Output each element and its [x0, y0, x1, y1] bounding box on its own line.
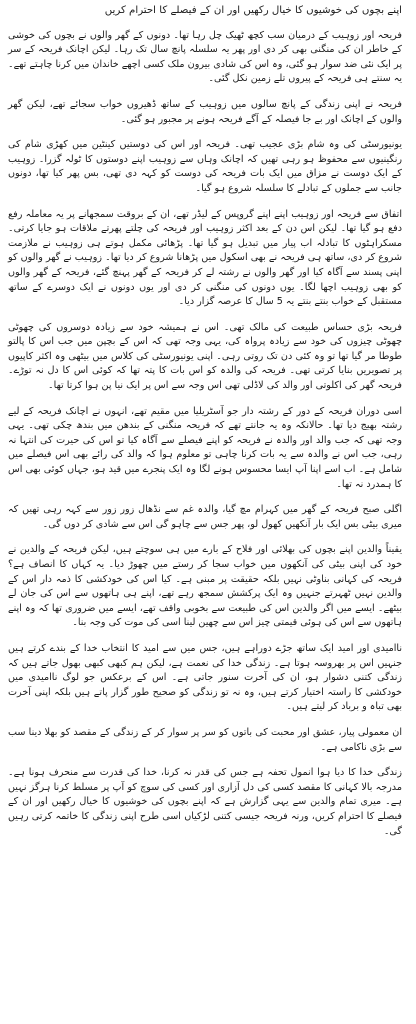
article-paragraph: یقیناً والدین اپنے بچوں کی بھلائی اور فلاح کے بارے میں ہی سوچتے ہیں، لیکن فریحہ کے والدین نے خود کی اپنی بیٹی کی آنکھوں میں خواب سجا کر رستے میں چھوڑ دیا۔ یہ کہاں کا انصاف ہے؟ فریحہ کی کہانی بناوٹی نہیں بلکہ حقیقت پر مبنی ہے۔ کیا اس کی خودکشی کا ذمہ دار اس کے والدین نہیں ٹھہرتے جنہیں وہ ایک پرکشش سمجھ رہے تھے، اپنے ہی ہاتھوں سے اس کی جان لے بیٹھے۔ ایسے میں اگر والدین اس کی طبیعت سے بخوبی واقف تھے، ایسے میں ضروری تھا کہ وہ اپنے ہاتھوں سے اس کی ہوئی قیمتی چیز اس سے چھین لینا اسی کی موت کی وجہ بنا۔: [8, 544, 402, 629]
article-paragraph: یونیورسٹی کی وہ شام بڑی عجیب تھی۔ فریحہ اور اس کی دوستیں کینٹین میں کھڑی شام کی رنگینیوں سے محفوظ ہو رہی تھیں کہ اچانک وہاں سے زوہیب اپنے دوستوں کا ٹولہ گزرا۔ زوہیب کے ایک دوست نے مزاق میں ایک بات فریحہ کی دوست کو کہہ دی تھی، بس پھر کیا تھا، دونوں جانب سے جملوں کے تبادلے کا سلسلہ شروع ہو گیا۔: [8, 139, 402, 194]
article-paragraph: ناامیدی اور امید ایک ساتھ جڑے دوراہے ہیں، جس میں سے امید کا انتخاب خدا کے بندے کرتے ہیں جنہیں اس پر بھروسہ ہوتا ہے۔ زندگی خدا کی نعمت ہے، لیکن ہم کبھی کبھی بھول جاتے ہیں کہ زندگی کتنی دشوار ہو، ان کی آخرت سنور جاتی ہے۔ اس کے برعکس جو لوگ ناامیدی میں خودکشی کا راستہ اختیار کرتے ہیں، وہ نہ تو زندگی کو صحیح طور گزار پاتے ہیں بلکہ اپنی آخرت بھی تباہ و برباد کر لیتے ہیں۔: [8, 642, 402, 713]
article-paragraph: زندگی خدا کا دیا ہوا انمول تحفہ ہے جس کی قدر نہ کرنا، خدا کی قدرت سے منحرف ہونا ہے۔ مدرجہ بالا کہانی کا مقصد کسی کی دل آزاری اور کسی کی سوچ کو آپ پر مسلط کرنا ہرگز نہیں ہے۔ میری تمام والدین سے یہی گزارش ہے کہ اپنے بچوں کی خوشیوں کا خیال رکھیں اور ان کے فیصلے کا احترام کریں، ورنہ فریحہ جیسی کتنی لڑکیاں اسی طرح اپنی زندگی کا خاتمہ کرتی رہیں گی۔: [8, 767, 402, 837]
article-title: اپنے بچوں کی خوشیوں کا خیال رکھیں اور ان کے فیصلے کا احترام کریں: [104, 5, 402, 16]
article-body: [8, 29, 402, 840]
article-paragraph: ان معمولی پیار، عشق اور محبت کی باتوں کو سر پر سوار کر کے زندگی کے مقصد کو بھلا دینا سب سے بڑی ناکامی ہے۔: [8, 726, 402, 753]
article-paragraph: فریحہ نے اپنی زندگی کے پانچ سالوں میں زوہیب کے ساتھ ڈھیروں خواب سجائے تھے، لیکن گھر والوں کے اچانک اور بے جا فیصلہ کے آگے فریحہ ہونے پر مجبور ہو گئی۔: [8, 98, 402, 125]
article-paragraph: فریحہ اور زوہیب کے درمیان سب کچھ ٹھیک چل رہا تھا۔ دونوں کے گھر والوں نے بچوں کی خوشی کے خاطر ان کی منگنی بھی کر دی اور پھر یہ سلسلہ پانچ سال تک رہا۔ لیکن اچانک فریحہ کے سر پر ایک نئی ضد سوار ہو گئی، وہ اس کی شادی بیرون ملک کسی اچھے خاندان میں کرنا چاہتے تھے۔ یہ سنتے ہی فریحہ کے پیروں تلے زمین نکل گئی۔: [8, 29, 402, 85]
article-paragraph: فریحہ بڑی حساس طبیعت کی مالک تھی۔ اس نے ہمیشہ خود سے زیادہ دوسروں کی چھوٹی چھوٹی چیزوں کی خود سے زیادہ پرواہ کی، یہی وجہ تھی کہ اس کے بچپن میں جب اس کا پالتو طوطا مر گیا تھا تو وہ کئی دن تک روتی رہی۔ اپنی یونیورسٹی کی کلاس میں بیٹھی وہ اکثر کاپیوں پر تصویریں بنایا کرتی تھی۔ فریحہ کی والدہ کو اس بات کا پتہ تھا کہ کوئی اس کا دل نہ توڑے۔ فریحہ گھر کی اکلوتی اور والد کی لاڈلی تھی اس وجہ سے اس پر ایک نیا پن ہوا کرتا تھا۔: [8, 321, 402, 392]
article-paragraph: اتفاق سے فریحہ اور زوہیب اپنے اپنے گروپس کے لیڈر تھے، ان کے بروقت سمجھانے پر یہ معاملہ رفع دفع ہو گیا تھا۔ لیکن اس دن کے بعد اکثر زوہیب اور فریحہ کی چلتے پھرتے ملاقات ہو جایا کرتی۔ مسکراہٹوں کا تبادلہ اب پیار میں تبدیل ہو گیا تھا۔ پڑھائی مکمل ہوتے ہی زوہیب نے ملازمت شروع کر دی، ساتھ ہی فریحہ نے بھی اسکول میں پڑھانا شروع کر دیا تھا۔ زوہیب نے گھر والوں کو اپنی پسند سے آگاہ کیا اور گھر والوں نے رشتہ لے کر فریحہ کے گھر پہنچ گئے، فریحہ کے گھر والوں کو بھی زوہیب اچھا لگا۔ یوں دونوں کی منگنی کر دی اور یوں دونوں نے ایک دوسرے کے ساتھ مستقبل کے خواب بنتے بنتے یہ 5 سال کا عرصہ گزار دیا۔: [8, 208, 402, 308]
article-paragraph: اگلی صبح فریحہ کے گھر میں کہرام مچ گیا، والدہ غم سے نڈھال زور زور سے کہہ رہی تھیں کہ میری بیٹی بس ایک بار آنکھیں کھول لو، پھر جس سے چاہو گی اس سے شادی کر دوں گی۔: [8, 504, 402, 530]
article-paragraph: اسی دوران فریحہ کے دور کے رشتہ دار جو آسٹریلیا میں مقیم تھے، انہوں نے اچانک فریحہ کے لیے رشتہ بھیج دیا تھا۔ حالانکہ وہ یہ جانتے تھے کہ فریحہ منگنی کے بندھن میں بندھ چکی تھی۔ یہی وجہ تھی کہ جب والد اور والدہ نے فریحہ کو اپنے فیصلے سے آگاہ کیا تو اس کی حیرت کی انتہا نہ رہی، جب اس نے والدہ سے یہ بات کرنا چاہی تو معلوم ہوا کہ والد کی رائے بھی اس فیصلے میں شامل ہے۔ اب اسے اپنا آپ ایسا محسوس ہونے لگا وہ ایک پنجرے میں قید ہو، جہاں کوئی بھی اس کا ہمدرد نہ تھا۔: [8, 405, 402, 490]
